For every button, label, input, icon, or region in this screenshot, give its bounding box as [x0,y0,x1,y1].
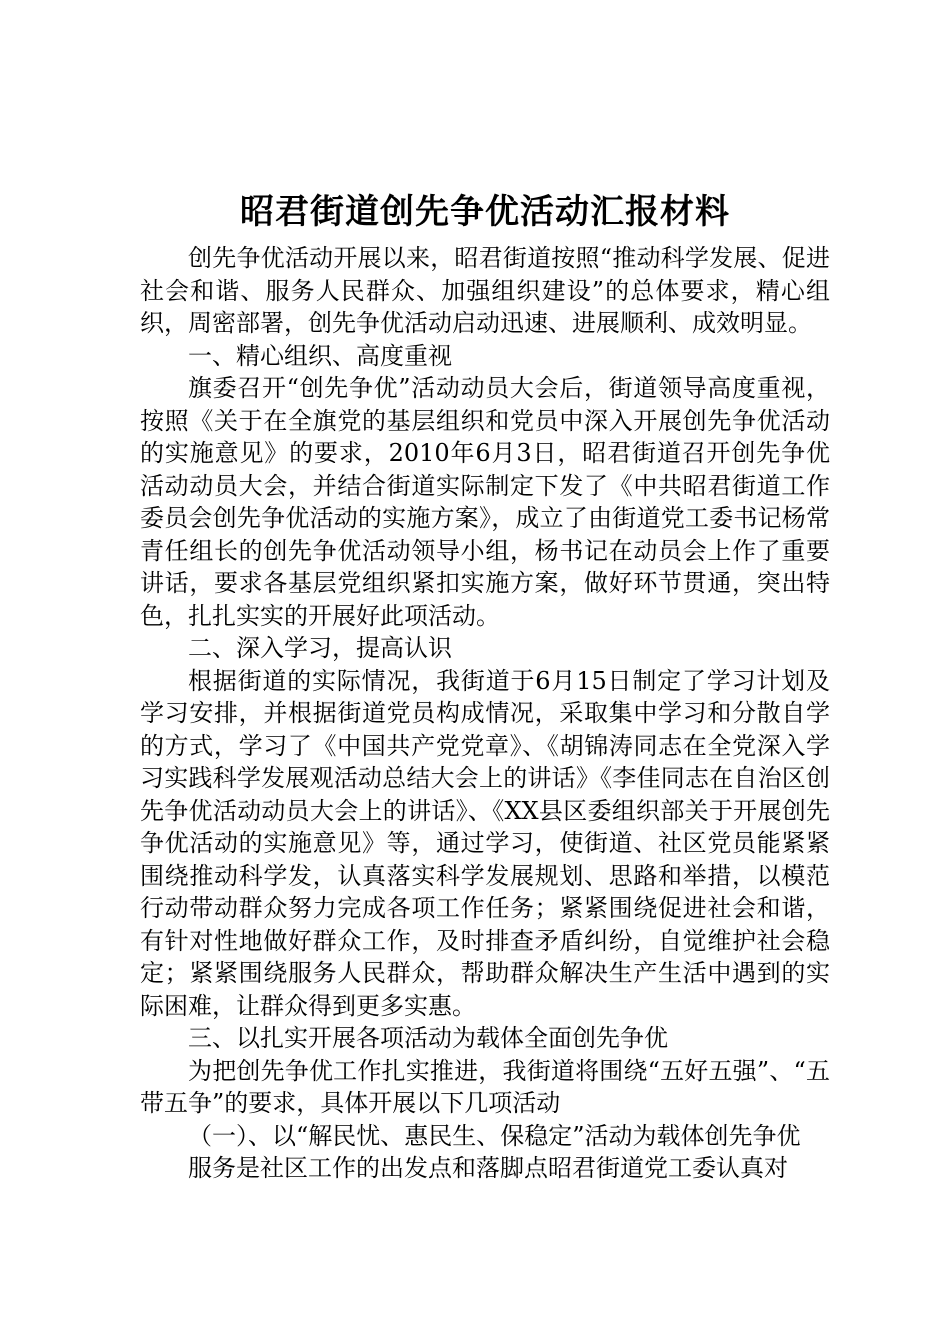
subsection-heading-1: （一）、以“解民忧、惠民生、保稳定”活动为载体创先争优 [188,1121,801,1150]
section-heading-1: 一、精心组织、高度重视 [188,341,452,370]
section-1-paragraph: 旗委召开“创先争优”活动动员大会后，街道领导高度重视，按照《关于在全旗党的基层组织和党员中深入开展创先争优活动的实施意见》的要求，2010年6月3日，昭君街道召开创先争优活动动员大会，并结合街道实际制定下发了《中共昭君街道工作委员会创先争优活动的实施方案》，成立了由街道党工委书记杨常青任组长的创先争优活动领导小组，杨书记在动员会上作了重要讲话，要求各基层党组织紧扣实施方案，做好环节贯通，突出特色，扎扎实实的开展好此项活动。 [140,374,830,630]
document-title: 昭君街道创先争优活动汇报材料 [240,192,730,232]
section-3-paragraph: 为把创先争优工作扎实推进，我街道将围绕“五好五强”、“五带五争”的要求，具体开展以下几项活动 [140,1056,830,1117]
section-heading-3: 三、以扎实开展各项活动为载体全面创先争优 [188,1024,668,1052]
subsection-1-paragraph: 服务是社区工作的出发点和落脚点昭君街道党工委认真对 [188,1154,788,1182]
document-page [140,188,830,1185]
section-2-paragraph: 根据街道的实际情况，我街道于6月15日制定了学习计划及学习安排，并根据街道党员构成情况，采取集中学习和分散自学的方式，学习了《中国共产党党章》、《胡锦涛同志在全党深入学习实践科学发展观活动总结大会上的讲话》《李佳同志在自治区创先争优活动动员大会上的讲话》、《XX县区委组织部关于开展创先争优活动的实施意见》等，通过学习，使街道、社区党员能紧紧围绕推动科学发，认真落实科学发展规划、思路和举措，以模范行动带动群众努力完成各项工作任务；紧紧围绕促进社会和谐，有针对性地做好群众工作，及时排查矛盾纠纷，自觉维护社会稳定；紧紧围绕服务人民群众，帮助群众解决生产生活中遇到的实际困难，让群众得到更多实惠。 [140,666,830,1020]
intro-paragraph: 创先争优活动开展以来，昭君街道按照“推动科学发展、促进社会和谐、服务人民群众、加强组织建设”的总体要求，精心组织，周密部署，创先争优活动启动迅速、进展顺利、成效明显。 [140,244,830,337]
section-heading-2: 二、深入学习，提高认识 [188,634,452,662]
